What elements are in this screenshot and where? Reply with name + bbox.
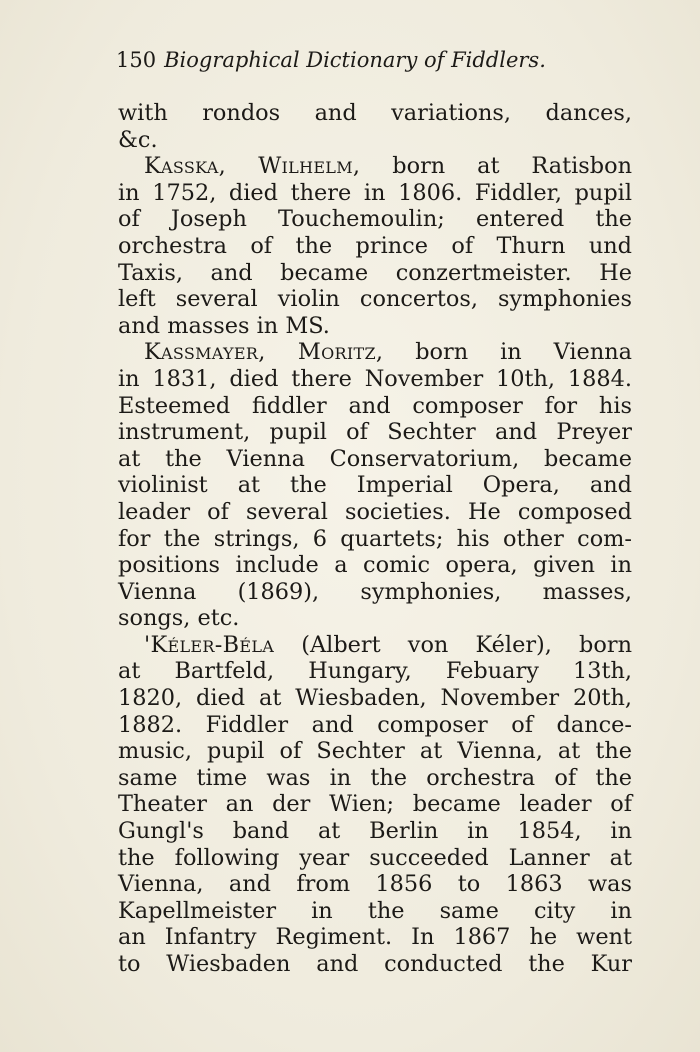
line-text: leader of several societies. He composed (118, 498, 632, 525)
line-text: Vienna, and from 1856 to 1863 was (118, 871, 632, 898)
entry-headword: Kassmayer, Moritz, (144, 339, 384, 366)
line-text: (Albert von Kéler), born (274, 631, 632, 658)
text-line (118, 685, 632, 712)
line-text: Vienna (1869), symphonies, masses, (118, 578, 632, 605)
text-line (118, 339, 632, 366)
line-text: songs, etc. (118, 605, 240, 632)
text-line (118, 632, 632, 659)
text-line (118, 499, 632, 526)
running-title: Biographical Dictionary of Fiddlers. (164, 48, 546, 72)
text-line (118, 446, 632, 473)
text-line (118, 233, 632, 260)
text-line (118, 579, 632, 606)
line-text: and masses in MS. (118, 312, 330, 339)
line-text: for the strings, 6 quartets; his other com- (118, 525, 632, 552)
text-line (118, 791, 632, 818)
line-text: &c. (118, 126, 158, 153)
line-text: at Bartfeld, Hungary, Febuary 13th, (118, 658, 632, 685)
text-line (118, 153, 632, 180)
line-text: with rondos and variations, dances, (118, 100, 632, 126)
line-text: orchestra of the prince of Thurn und (118, 232, 632, 259)
line-text: of Joseph Touchemoulin; entered the (118, 206, 632, 233)
line-text: same time was in the orchestra of the (118, 764, 632, 791)
text-line (118, 313, 632, 340)
text-line (118, 260, 632, 287)
text-line (118, 419, 632, 446)
line-text: 1882. Fiddler and composer of dance- (118, 711, 632, 738)
body-text (118, 100, 632, 978)
line-text: Esteemed fiddler and composer for his (118, 392, 632, 419)
text-line (118, 526, 632, 553)
text-line (118, 180, 632, 207)
text-line (118, 127, 632, 154)
line-text: in 1752, died there in 1806. Fiddler, pupil (118, 179, 632, 206)
line-text: violinist at the Imperial Opera, and (118, 472, 632, 499)
line-text: music, pupil of Sechter at Vienna, at the (118, 738, 632, 765)
line-text: at the Vienna Conservatorium, became (118, 445, 632, 472)
entry-headword: 'Kéler-Béla (144, 631, 275, 658)
text-line (118, 100, 632, 127)
text-line (118, 818, 632, 845)
text-line (118, 845, 632, 872)
line-text: Gungl's band at Berlin in 1854, in (118, 818, 632, 845)
text-line (118, 712, 632, 739)
text-line (118, 951, 632, 978)
entry-headword: Kasska, Wilhelm, (144, 153, 361, 180)
text-line (118, 552, 632, 579)
page-number: 150 (116, 48, 157, 72)
line-text: 1820, died at Wiesbaden, November 20th, (118, 685, 632, 712)
line-text: left several violin concertos, symphonies (118, 286, 632, 313)
text-line (118, 206, 632, 233)
line-text: in 1831, died there November 10th, 1884. (118, 365, 632, 392)
text-line (118, 286, 632, 313)
line-text: born in Vienna (383, 339, 633, 366)
line-text: positions include a comic opera, given in (118, 552, 632, 579)
text-line (118, 393, 632, 420)
text-line (118, 898, 632, 925)
running-header (116, 46, 636, 74)
text-line (118, 472, 632, 499)
text-line (118, 605, 632, 632)
text-line (118, 366, 632, 393)
line-text: Taxis, and became conzertmeister. He (118, 259, 632, 286)
line-text: Kapellmeister in the same city in (118, 897, 632, 924)
text-line (118, 658, 632, 685)
line-text: the following year succeeded Lanner at (118, 844, 632, 871)
line-text: an Infantry Regiment. In 1867 he went (118, 924, 632, 951)
line-text: Theater an der Wien; became leader of (118, 791, 632, 818)
text-line (118, 924, 632, 951)
text-line (118, 738, 632, 765)
line-text: instrument, pupil of Sechter and Preyer (118, 419, 632, 446)
text-line (118, 765, 632, 792)
line-text: born at Ratisbon (360, 153, 632, 180)
text-line (118, 871, 632, 898)
line-text: to Wiesbaden and conducted the Kur (118, 951, 632, 977)
